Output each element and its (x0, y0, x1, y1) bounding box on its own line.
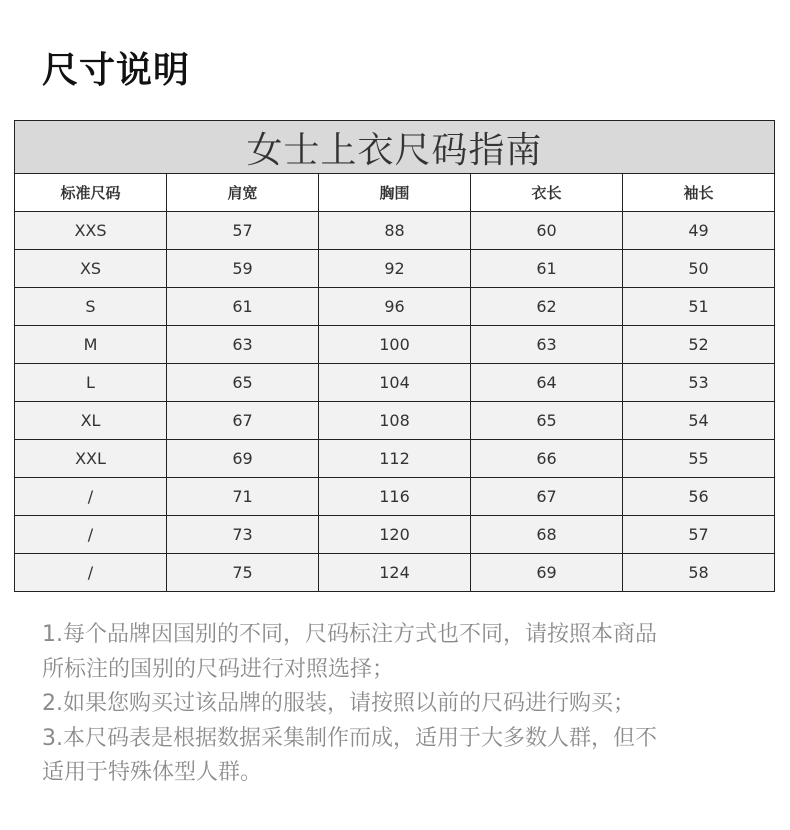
table-caption-row (15, 121, 775, 174)
note-line: 适用于特殊体型人群。 (42, 760, 263, 785)
note-line: 1.每个品牌因国别的不同，尺码标注方式也不同，请按照本商品 (42, 622, 657, 647)
table-cell: 124 (319, 554, 471, 592)
table-header-row (15, 174, 775, 212)
column-header: 衣长 (471, 174, 623, 212)
table-cell: 63 (471, 326, 623, 364)
column-header: 标准尺码 (15, 174, 167, 212)
table-cell: S (15, 288, 167, 326)
table-cell: 108 (319, 402, 471, 440)
table-cell: 69 (471, 554, 623, 592)
size-notes (42, 618, 762, 791)
table-cell: / (15, 516, 167, 554)
table-cell: 61 (471, 250, 623, 288)
table-cell: XS (15, 250, 167, 288)
table-cell: 56 (623, 478, 775, 516)
table-cell: 100 (319, 326, 471, 364)
table-cell: 59 (167, 250, 319, 288)
table-cell: 104 (319, 364, 471, 402)
table-cell: 55 (623, 440, 775, 478)
table-cell: 71 (167, 478, 319, 516)
table-cell: 57 (167, 212, 319, 250)
table-caption: 女士上衣尺码指南 (15, 121, 775, 174)
table-cell: M (15, 326, 167, 364)
table-cell: 68 (471, 516, 623, 554)
table-cell: XXS (15, 212, 167, 250)
table-row (15, 250, 775, 288)
page-title: 尺寸说明 (42, 50, 191, 91)
table-row (15, 288, 775, 326)
table-cell: 65 (471, 402, 623, 440)
table-row (15, 516, 775, 554)
table-cell: 53 (623, 364, 775, 402)
table-cell: 58 (623, 554, 775, 592)
table-cell: 52 (623, 326, 775, 364)
table-cell: L (15, 364, 167, 402)
size-chart-table (14, 120, 775, 592)
table-row (15, 402, 775, 440)
table-cell: 88 (319, 212, 471, 250)
table-cell: 67 (471, 478, 623, 516)
table-row (15, 554, 775, 592)
table-cell: 73 (167, 516, 319, 554)
table-row (15, 364, 775, 402)
table-cell: / (15, 554, 167, 592)
table-cell: 66 (471, 440, 623, 478)
table-cell: 50 (623, 250, 775, 288)
table-row (15, 440, 775, 478)
column-header: 袖长 (623, 174, 775, 212)
table-cell: / (15, 478, 167, 516)
table-cell: 63 (167, 326, 319, 364)
table-cell: 120 (319, 516, 471, 554)
note-line: 所标注的国别的尺码进行对照选择； (42, 656, 395, 682)
table-cell: XXL (15, 440, 167, 478)
column-header: 肩宽 (167, 174, 319, 212)
table-cell: 92 (319, 250, 471, 288)
table-cell: 69 (167, 440, 319, 478)
table-cell: 64 (471, 364, 623, 402)
column-header: 胸围 (319, 174, 471, 212)
table-cell: 116 (319, 478, 471, 516)
table-cell: 54 (623, 402, 775, 440)
table-cell: 60 (471, 212, 623, 250)
table-cell: 112 (319, 440, 471, 478)
table-cell: 67 (167, 402, 319, 440)
table-cell: XL (15, 402, 167, 440)
table-cell: 51 (623, 288, 775, 326)
table-cell: 49 (623, 212, 775, 250)
table-body (15, 212, 775, 592)
table-row (15, 478, 775, 516)
table-cell: 75 (167, 554, 319, 592)
note-line: 2.如果您购买过该品牌的服装，请按照以前的尺码进行购买； (42, 691, 635, 716)
note-line: 3.本尺码表是根据数据采集制作而成，适用于大多数人群，但不 (42, 725, 657, 751)
table-row (15, 212, 775, 250)
table-cell: 62 (471, 288, 623, 326)
table-cell: 57 (623, 516, 775, 554)
table-cell: 61 (167, 288, 319, 326)
table-cell: 96 (319, 288, 471, 326)
table-row (15, 326, 775, 364)
table-cell: 65 (167, 364, 319, 402)
